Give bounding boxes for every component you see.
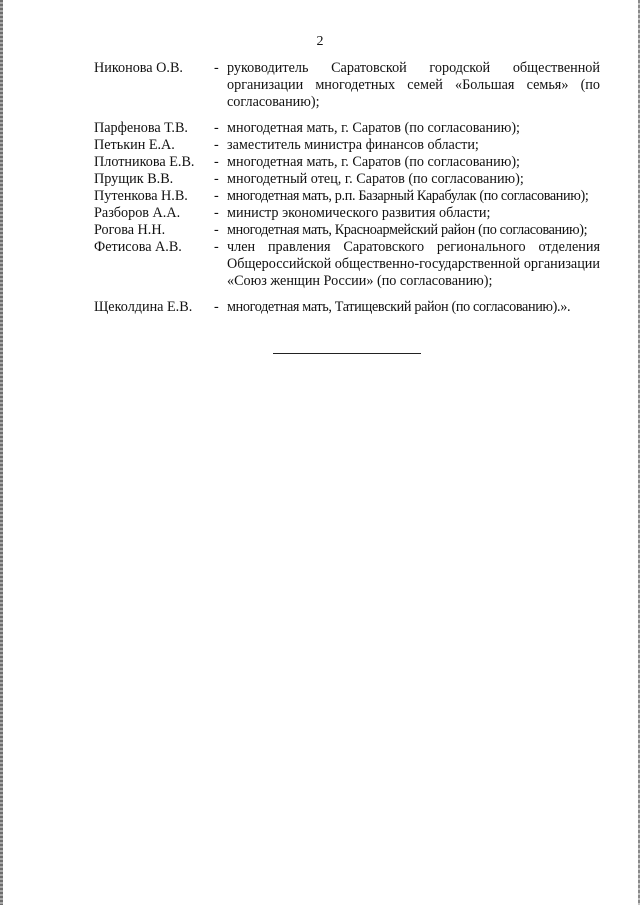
dash-separator: - bbox=[214, 137, 219, 153]
member-name: Фетисова А.В. bbox=[94, 239, 182, 255]
member-description: многодетная мать, г. Саратов (по согласованию); bbox=[227, 120, 520, 136]
dash-separator: - bbox=[214, 171, 219, 187]
list-item bbox=[94, 205, 600, 222]
member-name: Никонова О.В. bbox=[94, 60, 183, 76]
list-item bbox=[94, 239, 600, 290]
dash-separator: - bbox=[214, 299, 219, 315]
closing-rule bbox=[273, 353, 421, 354]
member-description: многодетная мать, р.п. Базарный Карабулак (по согласованию); bbox=[227, 188, 589, 204]
member-description: многодетный отец, г. Саратов (по согласованию); bbox=[227, 171, 524, 187]
list-item bbox=[94, 60, 600, 111]
member-name: Путенкова Н.В. bbox=[94, 188, 188, 204]
dash-separator: - bbox=[214, 188, 219, 204]
member-name: Петькин Е.А. bbox=[94, 137, 175, 153]
list-item bbox=[94, 299, 600, 316]
member-name: Разборов А.А. bbox=[94, 205, 181, 221]
list-item bbox=[94, 120, 600, 137]
dash-separator: - bbox=[214, 154, 219, 170]
member-description: заместитель министра финансов области; bbox=[227, 137, 479, 153]
member-name: Парфенова Т.В. bbox=[94, 120, 188, 136]
dash-separator: - bbox=[214, 222, 219, 238]
list-item bbox=[94, 137, 600, 154]
members-list bbox=[94, 60, 600, 316]
dash-separator: - bbox=[214, 60, 219, 76]
dash-separator: - bbox=[214, 239, 219, 255]
member-description: член правления Саратовского регионального отделения Общероссийской общественно-государственной организации «Союз женщин России» (по согласованию); bbox=[227, 239, 600, 289]
member-description: многодетная мать, Красноармейский район (по согласованию); bbox=[227, 222, 588, 238]
list-item bbox=[94, 171, 600, 188]
list-item bbox=[94, 188, 600, 205]
member-description: министр экономического развития области; bbox=[227, 205, 491, 221]
dash-separator: - bbox=[214, 120, 219, 136]
page-number: 2 bbox=[316, 34, 324, 49]
scan-edge-left bbox=[0, 0, 3, 905]
member-name: Плотникова Е.В. bbox=[94, 154, 195, 170]
member-name: Щеколдина Е.В. bbox=[94, 299, 193, 315]
member-description: многодетная мать, г. Саратов (по согласованию); bbox=[227, 154, 520, 170]
list-item bbox=[94, 154, 600, 171]
member-description: многодетная мать, Татищевский район (по согласованию).». bbox=[227, 299, 571, 315]
member-name: Рогова Н.Н. bbox=[94, 222, 166, 238]
member-name: Прущик В.В. bbox=[94, 171, 174, 187]
dash-separator: - bbox=[214, 205, 219, 221]
member-description: руководитель Саратовской городской общественной организации многодетных семей «Большая семья» (по согласованию); bbox=[227, 60, 600, 110]
list-item bbox=[94, 222, 600, 239]
